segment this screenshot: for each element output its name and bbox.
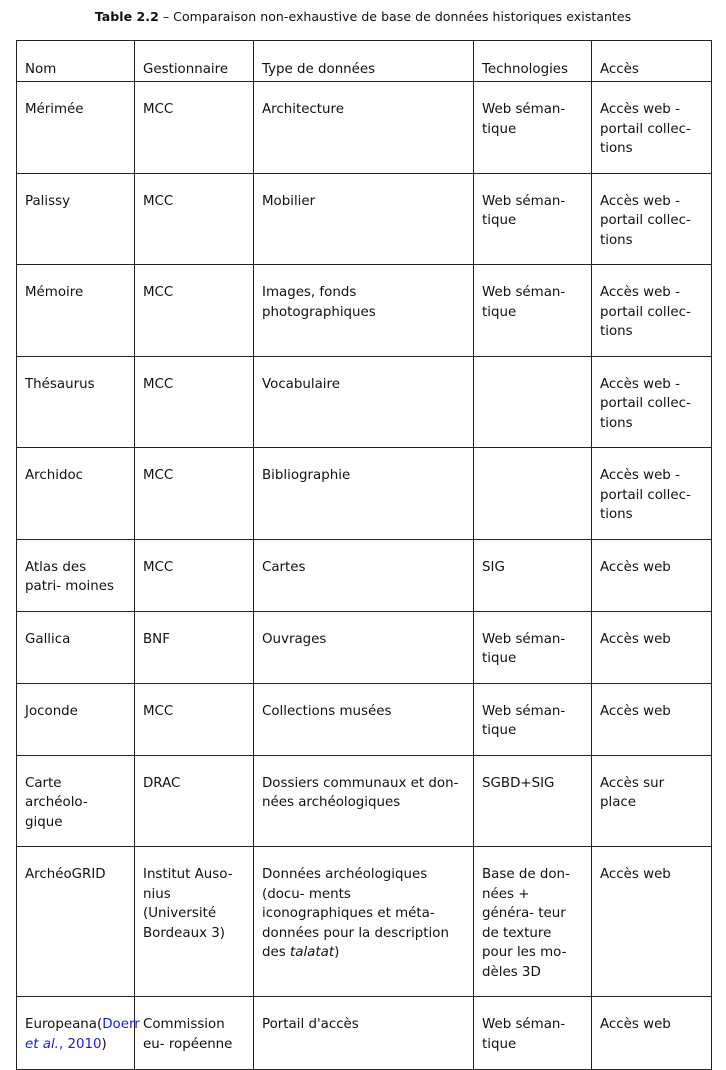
cell-nom: Archidoc [17,448,135,540]
cell-acces: Accès web - portail collec- tions [592,82,712,174]
cell-acces: Accès web [592,683,712,755]
cell-gestionnaire: MCC [135,356,254,448]
cell-nom: Mémoire [17,265,135,357]
citation-separator: , [58,1036,68,1052]
cell-nom: Joconde [17,683,135,755]
header-type-de-donnees: Type de données [254,41,474,82]
cell-acces: Accès web [592,847,712,997]
nom-text-end: ) [101,1036,107,1052]
cell-technologies [474,356,592,448]
cell-type: Bibliographie [254,448,474,540]
cell-nom: Thésaurus [17,356,135,448]
cell-technologies [474,448,592,540]
table-row [17,173,712,265]
cell-gestionnaire: MCC [135,448,254,540]
cell-technologies: Base de don- nées + généra- teur de texture pour les mo- dèles 3D [474,847,592,997]
cell-technologies: SIG [474,539,592,611]
table-header-row [17,41,712,82]
table-row [17,356,712,448]
historical-databases-table [16,40,712,1070]
cell-gestionnaire: MCC [135,683,254,755]
cell-type: Architecture [254,82,474,174]
table-row [17,847,712,997]
citation-year: 2010 [67,1036,102,1052]
cell-technologies: Web séman- tique [474,82,592,174]
cell-gestionnaire: BNF [135,611,254,683]
cell-gestionnaire: MCC [135,539,254,611]
cell-type: Collections musées [254,683,474,755]
header-nom: Nom [17,41,135,82]
cell-type: Dossiers communaux et don- nées archéologiques [254,755,474,847]
cell-gestionnaire: Commission eu- ropéenne [135,997,254,1070]
cell-gestionnaire: MCC [135,173,254,265]
cell-acces: Accès web [592,997,712,1070]
cell-nom: Gallica [17,611,135,683]
header-acces: Accès [592,41,712,82]
table-row [17,448,712,540]
cell-nom: Palissy [17,173,135,265]
cell-nom: Atlas des patri- moines [17,539,135,611]
cell-acces: Accès web - portail collec- tions [592,356,712,448]
type-italic-term: talatat [289,945,335,960]
cell-acces: Accès sur place [592,755,712,847]
cell-acces: Accès web - portail collec- tions [592,265,712,357]
cell-acces: Accès web [592,539,712,611]
cell-acces: Accès web - portail collec- tions [592,448,712,540]
citation-etal: et al. [25,1036,59,1052]
table-row [17,683,712,755]
cell-nom: Carte archéolo- gique [17,755,135,847]
cell-gestionnaire: Institut Auso- nius (Université Bordeaux 3) [135,847,254,997]
table-row [17,82,712,174]
cell-technologies: Web séman- tique [474,173,592,265]
citation-author: Doerr [102,1017,140,1032]
type-text-end: ) [334,945,340,960]
cell-type: Mobilier [254,173,474,265]
cell-type: Cartes [254,539,474,611]
cell-gestionnaire: MCC [135,82,254,174]
cell-gestionnaire: DRAC [135,755,254,847]
cell-nom [17,997,140,1070]
header-gestionnaire: Gestionnaire [135,41,254,82]
cell-technologies: Web séman- tique [474,997,592,1070]
table-number: Table 2.2 [94,9,159,24]
cell-acces: Accès web - portail collec- tions [592,173,712,265]
cell-technologies: Web séman- tique [474,265,592,357]
cell-technologies: Web séman- tique [474,611,592,683]
table-row [17,755,712,847]
table-row [17,611,712,683]
cell-type: Ouvrages [254,611,474,683]
table-caption-text: – Comparaison non-exhaustive de base de données historiques existantes [158,9,632,24]
cell-type [254,847,474,997]
type-text: Données archéologiques (docu- ments iconographiques et méta- données pour la description des [262,867,449,960]
table-row [17,265,712,357]
cell-gestionnaire: MCC [135,265,254,357]
cell-type: Images, fonds photographiques [254,265,474,357]
cell-nom: Mérimée [17,82,135,174]
cell-acces: Accès web [592,611,712,683]
nom-text: Europeana( [25,1017,103,1032]
cell-nom: ArchéoGRID [17,847,135,997]
header-technologies: Technologies [474,41,592,82]
cell-type: Vocabulaire [254,356,474,448]
cell-type: Portail d'accès [254,997,474,1070]
table-row [17,539,712,611]
cell-technologies: Web séman- tique [474,683,592,755]
table-row [17,997,712,1070]
cell-technologies: SGBD+SIG [474,755,592,847]
table-caption [0,9,726,25]
